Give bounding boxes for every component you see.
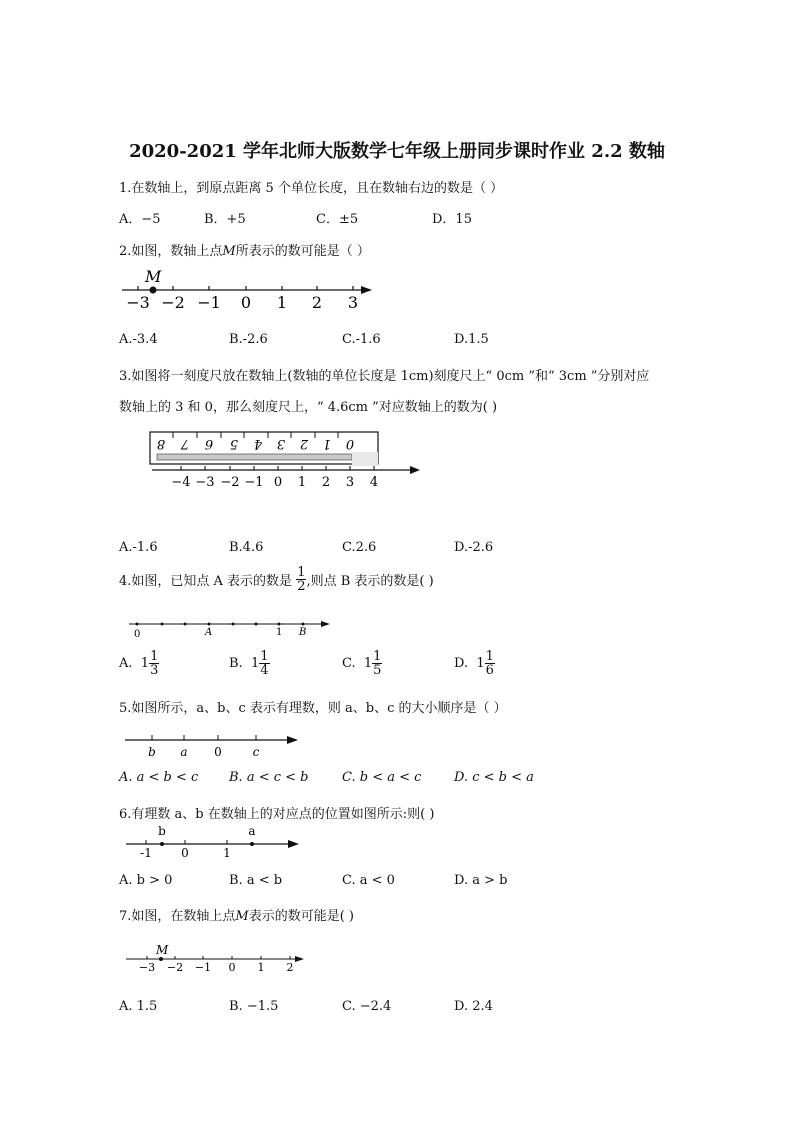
q5-option-b: B. a < c < b: [229, 770, 309, 785]
q6-option-d: D. a > b: [454, 873, 508, 888]
q7-point-m: [159, 957, 163, 961]
q3-option-b: B.4.6: [229, 540, 264, 555]
fraction-denominator: 3: [150, 663, 159, 678]
q3-tick-label: −1: [244, 475, 264, 490]
q7-stem-var: M: [235, 909, 249, 924]
q3-tick-label: −2: [220, 475, 240, 490]
q6-label-b: b: [158, 824, 166, 838]
option-letter: B.: [229, 656, 243, 671]
option-letter: C.: [342, 656, 356, 671]
q4-option-d: [454, 650, 495, 677]
q2-tick-label: 3: [347, 293, 359, 312]
q6-axis-arrow: [288, 840, 299, 848]
q6-point-a: [250, 842, 254, 846]
q2-tick-label: −2: [161, 293, 185, 312]
q3-ruler-end-shade: [352, 452, 378, 466]
q2-number-line-figure: [118, 266, 380, 312]
fraction-numerator: 1: [297, 565, 306, 580]
option-whole: 1: [140, 656, 150, 671]
q1-option-b: B．+5: [204, 212, 246, 227]
q7-stem-pre: 7.如图，在数轴上点: [119, 909, 236, 924]
fraction-denominator: 2: [297, 579, 306, 594]
q3-ruler-digit: 1: [322, 436, 332, 451]
q4-option-b: [229, 650, 270, 677]
q7-tick-label: 0: [228, 961, 236, 974]
q2-option-c: C.-1.6: [342, 332, 381, 347]
q3-option-d: D.-2.6: [454, 540, 494, 555]
q5-option-c: C. b < a < c: [342, 770, 422, 785]
q4-stem-post: ,则点 B 表示的数是( ): [306, 574, 434, 589]
q3-ruler-digit: 6: [204, 436, 214, 451]
q7-number-line-figure: [124, 942, 310, 976]
q7-option-c: C. −2.4: [342, 999, 392, 1014]
q2-tick-label: 0: [240, 293, 252, 312]
q4-option-c: [342, 650, 382, 677]
q2-tick-label: −3: [126, 293, 150, 312]
q7-axis-arrow: [295, 956, 304, 962]
q2-option-a: A.-3.4: [119, 332, 158, 347]
q3-tick-label: −4: [171, 475, 191, 490]
q6-option-b: B. a < b: [229, 873, 283, 888]
q4-label-0: 0: [134, 629, 141, 640]
q7-option-d: D. 2.4: [454, 999, 493, 1014]
q2-stem-var: M: [222, 244, 236, 259]
q7-tick-label: −3: [138, 961, 156, 974]
question-3-stem-line-2: 数轴上的 3 和 0，那么刻度尺上，“ 4.6cm ”对应数轴上的数为( ): [119, 400, 498, 415]
q6-tick-label: -1: [140, 846, 152, 860]
q3-ruler-digit: 2: [299, 436, 309, 451]
q3-ruler-digit: 4: [253, 436, 263, 451]
q4-label-1: 1: [276, 627, 283, 638]
q3-ruler-digit: 3: [276, 436, 286, 451]
q2-stem-post: 所表示的数可能是（ ）: [235, 244, 370, 259]
q2-tick-label: 1: [276, 293, 288, 312]
question-1-stem: 1.在数轴上，到原点距离 5 个单位长度，且在数轴右边的数是（ ）: [119, 181, 504, 196]
option-whole: 1: [363, 656, 373, 671]
question-2-stem: [119, 240, 370, 259]
fraction-denominator: 4: [260, 663, 269, 678]
q7-tick-label: −1: [194, 961, 212, 974]
q5-option-d: D. c < b < a: [454, 770, 534, 785]
q5-label-a: a: [180, 745, 188, 759]
q4-number-line-figure: [126, 616, 336, 640]
q7-point-label: M: [156, 943, 169, 957]
q6-option-a: A. b > 0: [119, 873, 173, 888]
q7-tick-label: 1: [257, 961, 265, 974]
q2-point-label: M: [145, 267, 162, 286]
q5-label-0: 0: [214, 745, 222, 759]
q6-option-c: C. a < 0: [342, 873, 395, 888]
q2-stem-pre: 2.如图，数轴上点: [119, 244, 223, 259]
q4-axis-arrow: [321, 621, 330, 627]
q7-tick-label: −2: [166, 961, 184, 974]
fraction-denominator: 6: [485, 663, 494, 678]
option-letter: A.: [119, 656, 133, 671]
q6-label-a: a: [248, 824, 256, 838]
q5-label-b: b: [148, 745, 156, 759]
question-4-stem: [119, 566, 434, 593]
q3-tick-label: 0: [273, 475, 283, 490]
q3-tick-label: 4: [369, 475, 379, 490]
q5-axis-arrow: [287, 736, 298, 744]
q5-number-line-figure: [123, 730, 303, 760]
q1-option-c: C．±5: [316, 212, 359, 227]
q3-tick-label: 3: [345, 475, 355, 490]
q5-option-a: A. a < b < c: [119, 770, 199, 785]
q2-option-d: D.1.5: [454, 332, 489, 347]
q1-option-d: D．15: [432, 212, 472, 227]
question-3-stem-line-1: 3.如图将一刻度尺放在数轴上(数轴的单位长度是 1cm)刻度尺上“ 0cm ”和“ 3cm ”分别对应: [119, 369, 650, 384]
q6-tick-label: 0: [181, 846, 189, 860]
q4-stem-pre: 4.如图，已知点 A 表示的数是: [119, 574, 293, 589]
q3-ruler-edge: [157, 454, 352, 460]
option-whole: 1: [476, 656, 485, 671]
q3-ruler-digit: 0: [345, 436, 355, 451]
q3-ruler-digit: 5: [229, 436, 239, 451]
q6-point-b: [160, 842, 164, 846]
q5-label-c: c: [252, 745, 260, 759]
option-whole: 1: [250, 656, 260, 671]
q2-option-b: B.-2.6: [229, 332, 268, 347]
q3-ruler-digit: 7: [180, 436, 190, 451]
q3-option-a: A.-1.6: [119, 540, 158, 555]
q7-option-b: B. −1.5: [229, 999, 279, 1014]
q6-tick-label: 1: [223, 846, 231, 860]
q2-tick-label: 2: [311, 293, 323, 312]
q2-point-m: [150, 287, 157, 294]
q3-tick-label: 1: [297, 475, 307, 490]
q3-tick-label: −3: [195, 475, 215, 490]
q6-number-line-figure: [124, 824, 304, 860]
fraction-denominator: 5: [373, 663, 382, 678]
q3-axis-arrow: [410, 466, 420, 474]
q3-ruler-figure: [140, 428, 430, 492]
q1-option-a: A．−5: [119, 212, 161, 227]
q4-option-a: [119, 650, 159, 677]
q4-label-a: A: [205, 627, 213, 638]
question-6-stem: 6.有理数 a、b 在数轴上的对应点的位置如图所示:则( ): [119, 807, 435, 822]
fraction-numerator: 1: [373, 649, 382, 664]
q7-stem-post: 表示的数可能是( ): [248, 909, 354, 924]
q3-tick-label: 2: [321, 475, 331, 490]
q7-tick-label: 2: [286, 961, 294, 974]
q3-option-c: C.2.6: [342, 540, 377, 555]
q2-tick-label: −1: [197, 293, 221, 312]
fraction-numerator: 1: [260, 649, 269, 664]
q2-axis-arrow: [361, 286, 372, 294]
page-title: 2020-2021 学年北师大版数学七年级上册同步课时作业 2.2 数轴: [129, 141, 665, 162]
fraction-numerator: 1: [485, 649, 494, 664]
option-letter: D.: [454, 656, 469, 671]
fraction-numerator: 1: [150, 649, 159, 664]
q4-label-b: B: [299, 627, 307, 638]
q3-ruler-digit: 8: [156, 436, 166, 451]
question-7-stem: [119, 905, 354, 924]
q4-stem-fraction: [296, 566, 306, 593]
q7-option-a: A. 1.5: [119, 999, 158, 1014]
question-5-stem: 5.如图所示，a、b、c 表示有理数，则 a、b、c 的大小顺序是（ ）: [119, 701, 507, 716]
